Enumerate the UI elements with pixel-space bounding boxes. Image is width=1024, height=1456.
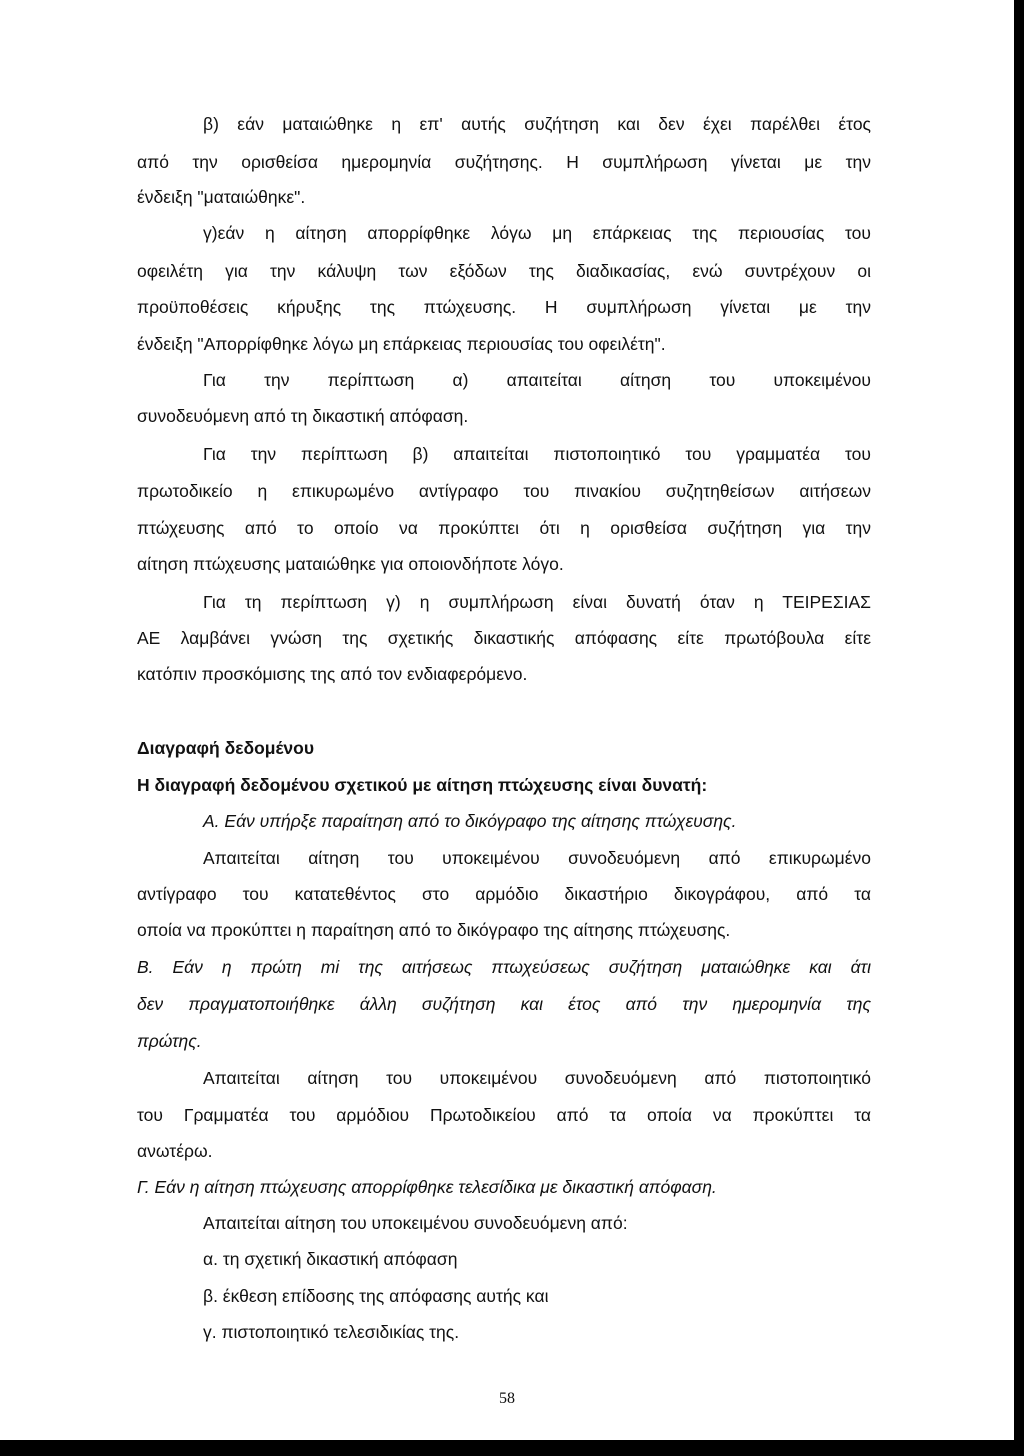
text-line: Γ. Εάν η αίτηση πτώχευσης απορρίφθηκε τελεσίδικα με δικαστική απόφαση. — [137, 1177, 717, 1197]
text-line: οφειλέτη για την κάλυψη των εξόδων της διαδικασίας, ενώ συντρέχουν οι — [137, 261, 871, 281]
text-line: ΑΕ λαμβάνει γνώση της σχετικής δικαστικής απόφασης είτε πρωτόβουλα είτε — [137, 628, 871, 648]
text-line: πρωτοδικείο η επικυρωμένο αντίγραφο του πινακίου συζητηθείσων αιτήσεων — [137, 481, 871, 501]
text-line: δεν πραγματοποιήθηκε άλλη συζήτηση και έτος από την ημερομηνία της — [137, 994, 871, 1014]
text-line: πρώτης. — [137, 1031, 202, 1051]
text-line: συνοδευόμενη από τη δικαστική απόφαση. — [137, 406, 469, 426]
text-line: ένδειξη "ματαιώθηκε". — [137, 187, 306, 207]
text-line: πτώχευσης από το οποίο να προκύπτει ότι η ορισθείσα συζήτηση για την — [137, 518, 871, 538]
text-line: ένδειξη "Απορρίφθηκε λόγω μη επάρκειας περιουσίας του οφειλέτη". — [137, 334, 666, 354]
text-line: ανωτέρω. — [137, 1141, 213, 1161]
text-line: Για τη περίπτωση γ) η συμπλήρωση είναι δυνατή όταν η ΤΕΙΡΕΣΙΑΣ — [203, 592, 871, 612]
list-item: α. τη σχετική δικαστική απόφαση — [203, 1249, 458, 1269]
text-line: Για την περίπτωση β) απαιτείται πιστοποιητικό του γραμματέα του — [203, 444, 871, 464]
text-line: από την ορισθείσα ημερομηνία συζήτησης. Η συμπλήρωση γίνεται με την — [137, 152, 871, 172]
text-line: Απαιτείται αίτηση του υποκειμένου συνοδευόμενη από πιστοποιητικό — [203, 1068, 871, 1088]
section-heading: Διαγραφή δεδομένου — [137, 738, 315, 758]
section-subheading: Η διαγραφή δεδομένου σχετικού με αίτηση πτώχευσης είναι δυνατή: — [137, 775, 708, 795]
text-line: οποία να προκύπτει η παραίτηση από το δικόγραφο της αίτησης πτώχευσης. — [137, 920, 731, 940]
list-item: γ. πιστοποιητικό τελεσιδικίας της. — [203, 1322, 460, 1342]
text-line: Απαιτείται αίτηση του υποκειμένου συνοδευόμενη από επικυρωμένο — [203, 848, 871, 868]
list-item: β. έκθεση επίδοσης της απόφασης αυτής και — [203, 1286, 549, 1306]
page-number: 58 — [499, 1390, 515, 1407]
text-line: Απαιτείται αίτηση του υποκειμένου συνοδευόμενη από: — [203, 1213, 628, 1233]
text-line: κατόπιν προσκόμισης της από τον ενδιαφερόμενο. — [137, 664, 528, 684]
text-line: γ)εάν η αίτηση απορρίφθηκε λόγω μη επάρκειας της περιουσίας του — [203, 223, 871, 243]
text-line: αίτηση πτώχευσης ματαιώθηκε για οποιονδήποτε λόγο. — [137, 554, 564, 574]
text-line: Για την περίπτωση α) απαιτείται αίτηση του υποκειμένου — [203, 370, 871, 390]
text-line: αντίγραφο του κατατεθέντος στο αρμόδιο δικαστήριο δικογράφου, από τα — [137, 884, 871, 904]
text-line: β) εάν ματαιώθηκε η επ' αυτής συζήτηση και δεν έχει παρέλθει έτος — [203, 114, 871, 134]
text-line: Β. Εάν η πρώτη mi της αιτήσεως πτωχεύσεως συζήτηση ματαιώθηκε και άτι — [137, 957, 871, 977]
text-line: του Γραμματέα του αρμόδιου Πρωτοδικείου από τα οποία να προκύπτει τα — [137, 1105, 871, 1125]
text-line: Α. Εάν υπήρξε παραίτηση από το δικόγραφο της αίτησης πτώχευσης. — [203, 811, 737, 831]
text-line: προϋποθέσεις κήρυξης της πτώχευσης. Η συμπλήρωση γίνεται με την — [137, 297, 871, 317]
